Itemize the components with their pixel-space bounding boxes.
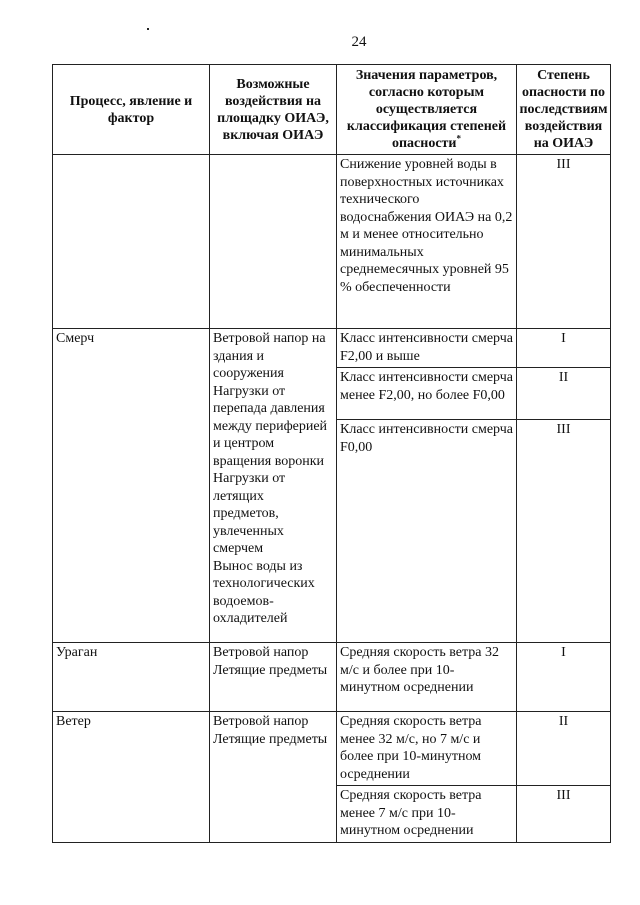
impact-cell [210,712,337,843]
degree-cell: II [517,368,611,420]
footnote-mark: * [456,133,461,144]
table-row [53,329,611,368]
parameter-cell: Средняя скорость ветра менее 7 м/с при 10-минутном осреднении [337,786,517,843]
impact-cell [210,643,337,712]
factor-cell: Ураган [53,643,210,712]
impact-text: Вынос воды из технологических водоемов-охладителей [213,558,315,626]
impact-text: Ветровой напор [213,645,309,660]
degree-cell: I [517,643,611,712]
factor-cell: Ветер [53,712,210,843]
impact-text: Нагрузки от летящих предметов, увлеченных смерчем [213,471,286,556]
impact-text: Нагрузки от перепада давления между периферией и центром вращения воронки [213,383,328,469]
degree-cell: III [517,155,611,329]
table-row [53,155,611,329]
header-parameters [337,65,517,155]
degree-cell: III [517,786,611,843]
degree-cell: II [517,712,611,786]
parameter-cell: Класс интенсивности смерча менее F2,00, но более F0,00 [337,368,517,420]
factor-cell [53,155,210,329]
impact-text: Летящие предметы [213,662,328,678]
factor-cell: Смерч [53,329,210,643]
table-row [53,712,611,786]
header-factor: Процесс, явление и фактор [53,65,210,155]
impact-text: Ветровой напор [213,714,309,729]
impact-cell [210,329,337,643]
degree-cell: I [517,329,611,368]
impact-text: Ветровой напор на здания и сооружения [213,331,326,381]
header-parameters-text: Значения параметров, согласно которым осуществляется классификация степеней опасности [346,68,507,151]
parameter-cell: Средняя скорость ветра 32 м/с и более при 10-минутном осреднении [337,643,517,712]
parameter-cell: Средняя скорость ветра менее 32 м/с, но 7 м/с и более при 10-минутном осреднении [337,712,517,786]
table-row [53,643,611,712]
impact-cell [210,155,337,329]
degree-cell: III [517,420,611,643]
scan-speck [147,28,149,30]
hazard-classification-table [52,64,611,843]
header-row [53,65,611,155]
parameter-cell: Класс интенсивности смерча F0,00 [337,420,517,643]
header-impacts: Возможные воздействия на площадку ОИАЭ, включая ОИАЭ [210,65,337,155]
page-number: 24 [351,34,367,50]
header-degree: Степень опасности по последствиям воздействия на ОИАЭ [517,65,611,155]
impact-text: Летящие предметы [213,731,328,747]
parameter-cell: Класс интенсивности смерча F2,00 и выше [337,329,517,368]
parameter-cell: Снижение уровней воды в поверхностных источниках технического водоснабжения ОИАЭ на 0,2 м и менее относительно минимальных среднемесячных уровней 95 % обеспеченности [337,155,517,329]
